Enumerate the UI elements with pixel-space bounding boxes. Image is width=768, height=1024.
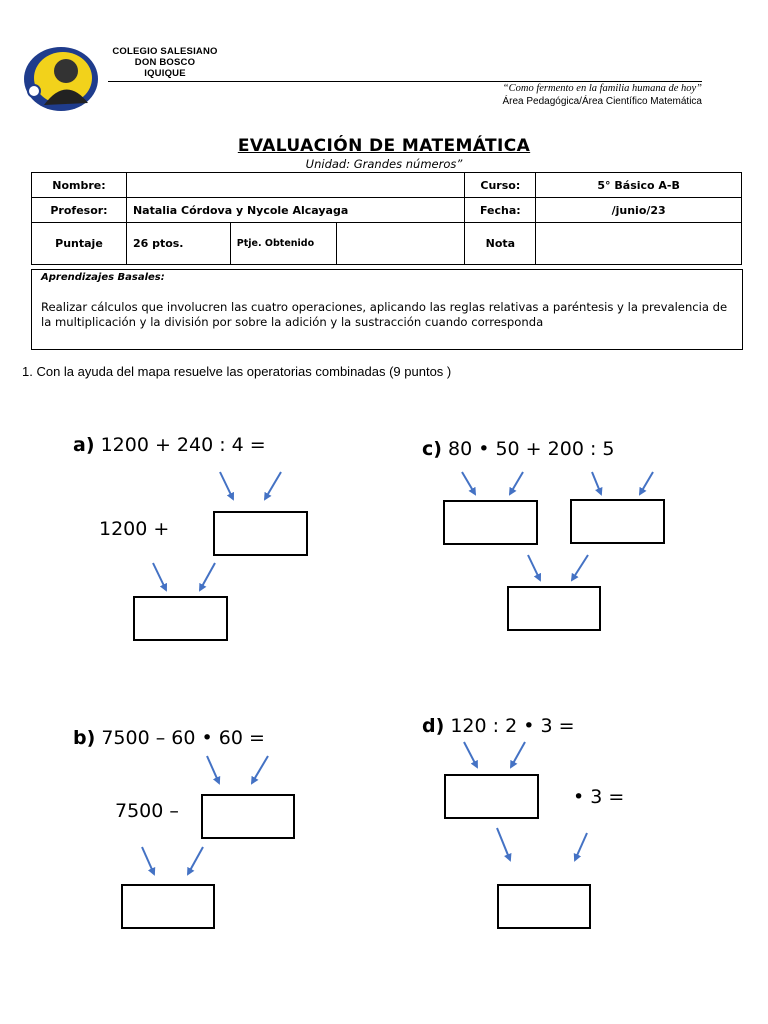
exercise-a-side: 1200 + <box>99 518 170 540</box>
school-line3: IQUIQUE <box>144 68 186 79</box>
arrow-b2 <box>252 756 268 783</box>
arrow-d2 <box>511 742 525 767</box>
question-1: 1. Con la ayuda del mapa resuelve las operatorias combinadas (9 puntos ) <box>22 364 452 379</box>
exercise-a-expr: 1200 + 240 : 4 = <box>100 434 266 456</box>
arrow-d4 <box>575 833 587 860</box>
answer-box-b1[interactable] <box>201 794 295 839</box>
exercise-c-expr: 80 • 50 + 200 : 5 <box>448 438 615 460</box>
answer-box-c2[interactable] <box>570 499 665 544</box>
arrow-c5 <box>528 555 540 580</box>
answer-box-c1[interactable] <box>443 500 538 545</box>
curso-label: Curso: <box>465 173 536 198</box>
arrow-d3 <box>497 828 510 860</box>
exercise-b-letter: b) <box>73 727 96 749</box>
answer-box-d1[interactable] <box>444 774 539 819</box>
answer-box-a1[interactable] <box>213 511 308 556</box>
puntaje-label: Puntaje <box>32 223 127 265</box>
school-logo <box>22 45 100 113</box>
school-name <box>100 46 230 79</box>
basal-text: Realizar cálculos que involucren las cuatro operaciones, aplicando las reglas relativas a paréntesis y la prevalencia de la multiplicación y la división por sobre la adición y la sustracción cuando corresponda <box>41 300 728 329</box>
exercise-c-letter: c) <box>422 438 442 460</box>
arrow-c2 <box>510 472 523 494</box>
obtenido-field[interactable] <box>336 223 465 265</box>
obtenido-label: Ptje. Obtenido <box>230 223 336 265</box>
arrow-b4 <box>188 847 203 874</box>
page-title: EVALUACIÓN DE MATEMÁTICA <box>237 136 531 156</box>
arrow-c3 <box>592 472 601 494</box>
area-label: Área Pedagógica/Área Científico Matemática <box>502 96 702 107</box>
arrow-b3 <box>142 847 154 874</box>
basal-heading: Aprendizajes Basales: <box>41 272 165 283</box>
exercise-c <box>422 438 614 460</box>
exercise-b-side: 7500 – <box>115 800 179 822</box>
exercise-a <box>73 434 266 456</box>
exercise-d-expr: 120 : 2 • 3 = <box>450 715 575 737</box>
info-table <box>31 172 742 265</box>
unit-subtitle: Unidad: Grandes números” <box>305 157 463 171</box>
exercise-b <box>73 727 265 749</box>
curso-value: 5° Básico A-B <box>536 173 742 198</box>
arrow-a2 <box>265 472 281 499</box>
profesor-value: Natalia Córdova y Nycole Alcayaga <box>126 198 464 223</box>
motto: “Como fermento en la familia humana de hoy” <box>502 83 702 94</box>
school-line1: COLEGIO SALESIANO <box>112 46 218 57</box>
exercise-a-letter: a) <box>73 434 95 456</box>
arrow-c4 <box>640 472 653 494</box>
answer-box-d2[interactable] <box>497 884 591 929</box>
header-rule <box>108 81 702 82</box>
nota-field[interactable] <box>536 223 742 265</box>
fecha-label: Fecha: <box>465 198 536 223</box>
answer-box-a2[interactable] <box>133 596 228 641</box>
arrow-a3 <box>153 563 166 590</box>
nota-label: Nota <box>465 223 536 265</box>
arrow-d1 <box>464 742 477 767</box>
profesor-label: Profesor: <box>32 198 127 223</box>
exercise-d-letter: d) <box>422 715 445 737</box>
exercise-b-expr: 7500 – 60 • 60 = <box>101 727 265 749</box>
puntaje-value: 26 ptos. <box>126 223 230 265</box>
arrow-c6 <box>572 555 588 580</box>
answer-box-c3[interactable] <box>507 586 601 631</box>
nombre-label: Nombre: <box>32 173 127 198</box>
answer-box-b2[interactable] <box>121 884 215 929</box>
arrow-b1 <box>207 756 219 783</box>
arrow-a1 <box>220 472 233 499</box>
nombre-field[interactable] <box>126 173 464 198</box>
arrow-c1 <box>462 472 475 494</box>
school-line2: DON BOSCO <box>134 57 196 68</box>
arrow-a4 <box>200 563 215 590</box>
fecha-value: /junio/23 <box>536 198 742 223</box>
exercise-d-side: • 3 = <box>573 786 625 808</box>
exercise-d <box>422 715 575 737</box>
